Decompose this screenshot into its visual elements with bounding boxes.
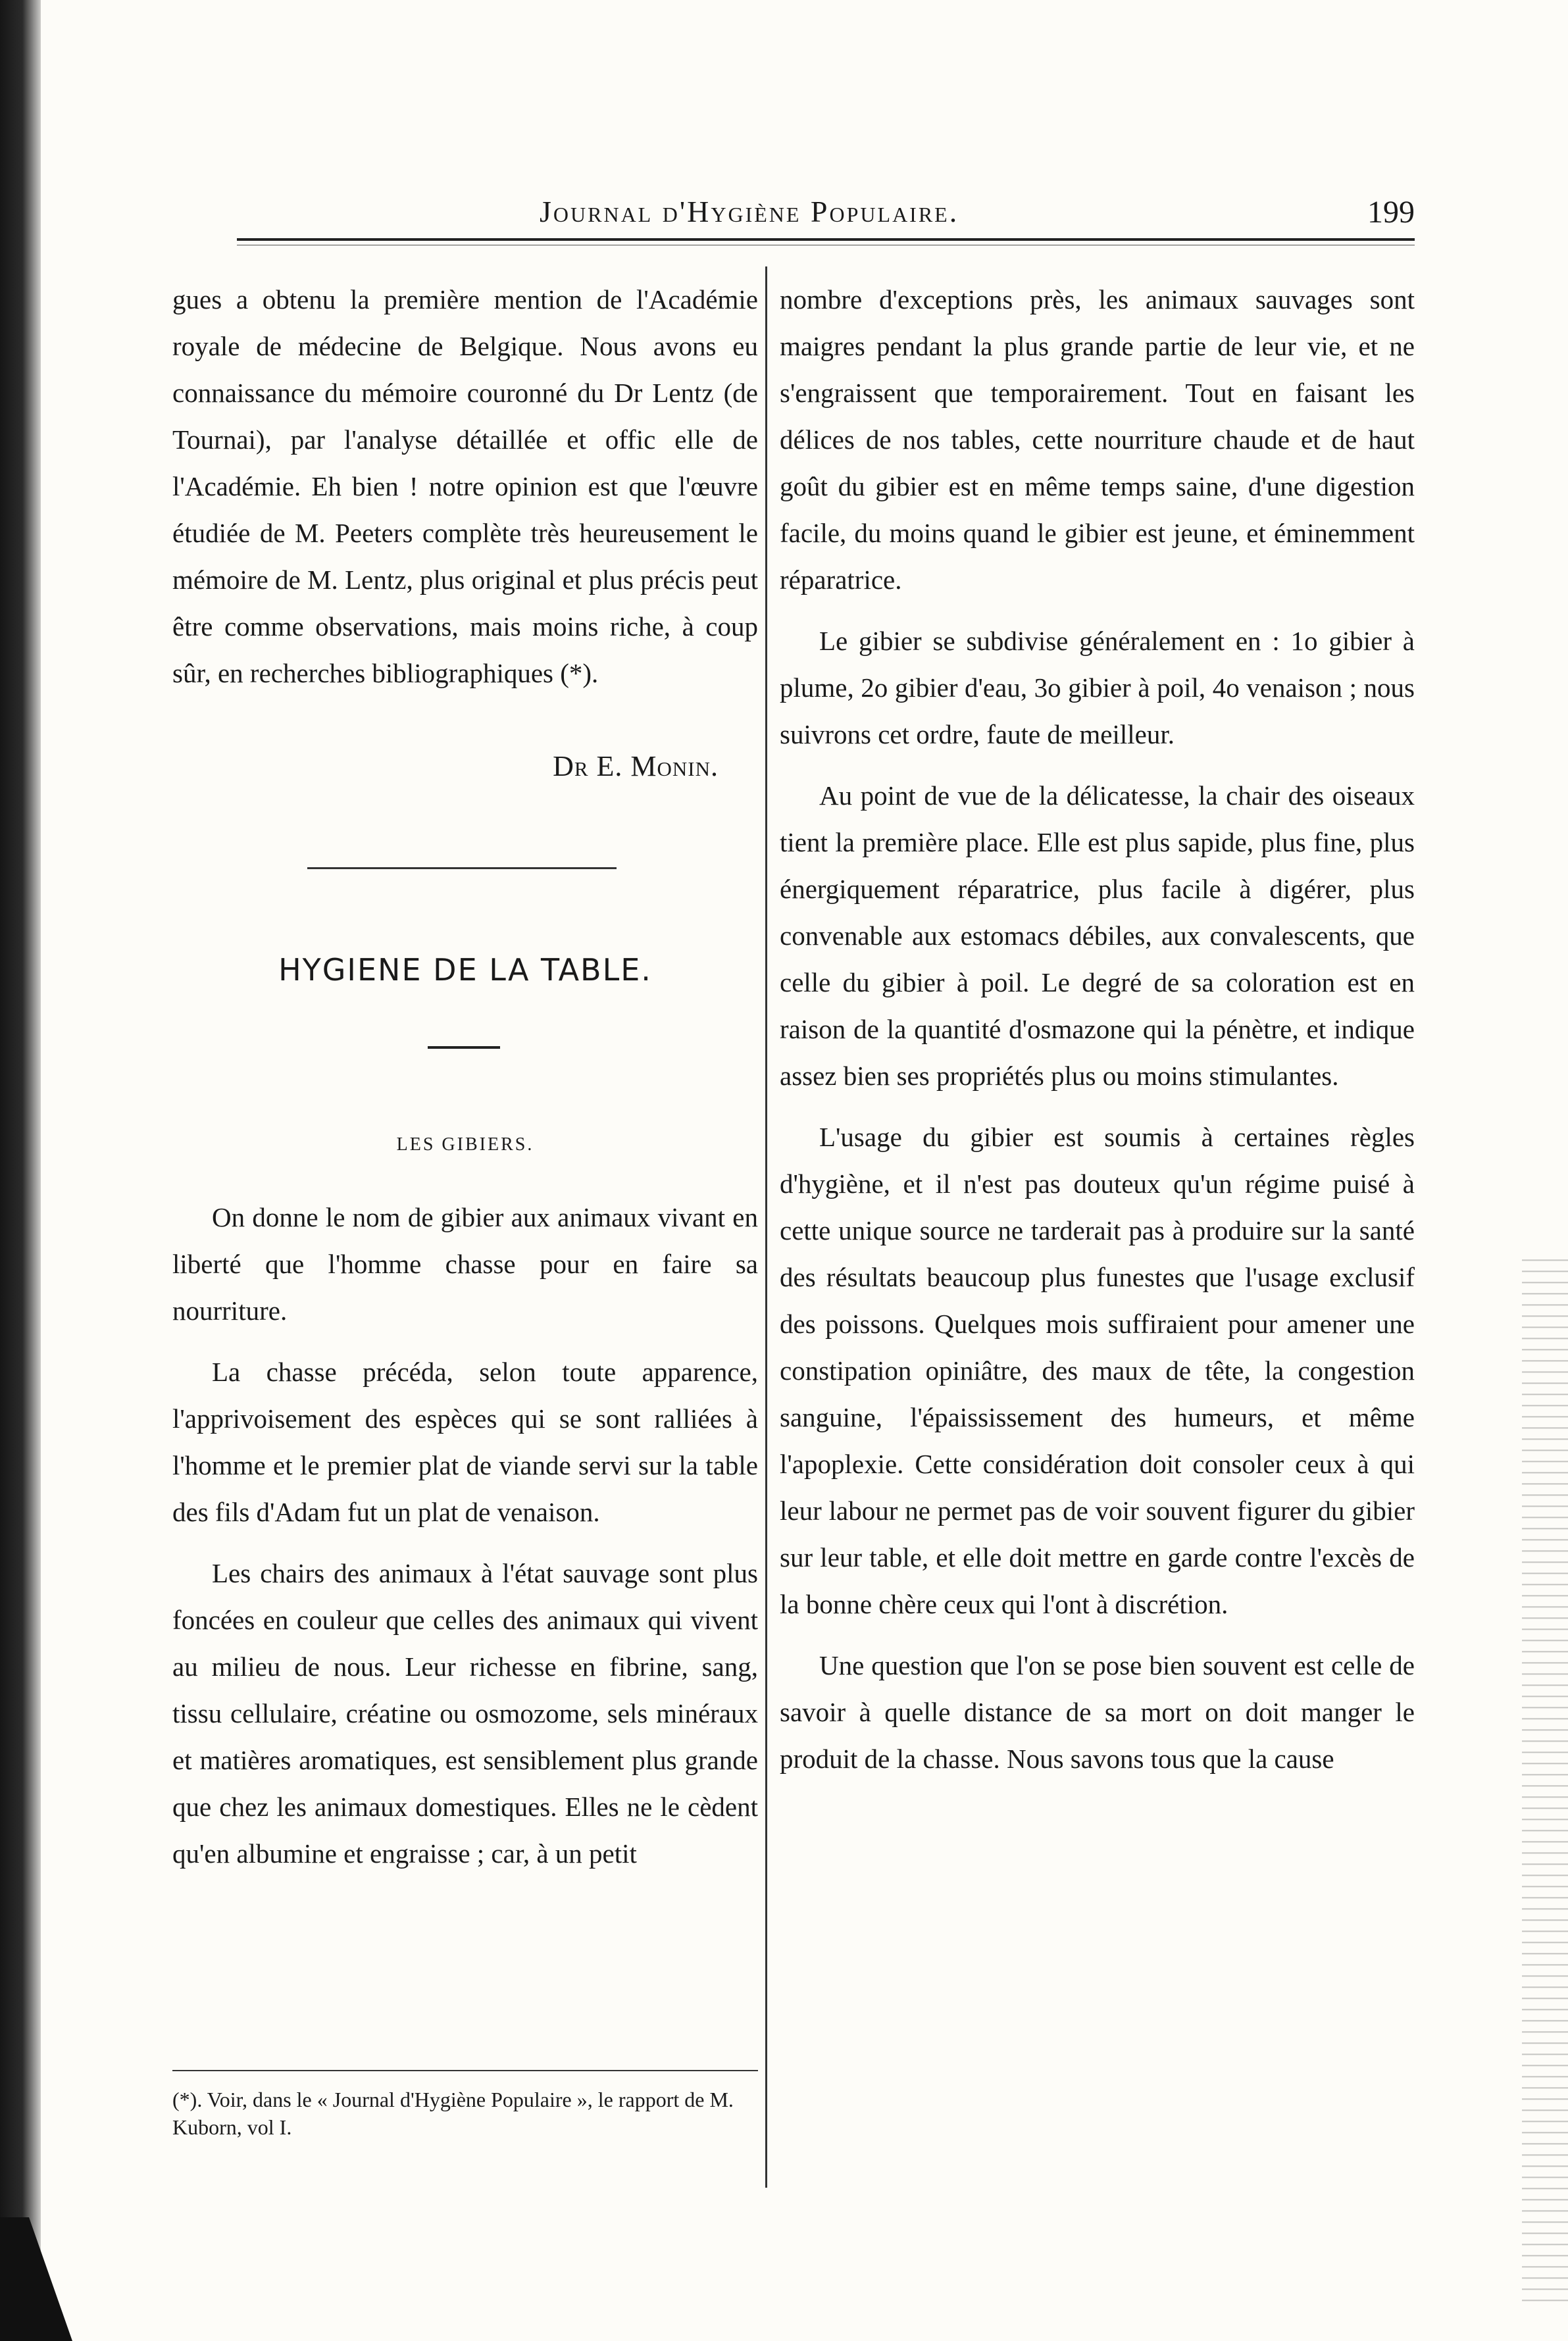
page-edge-marks xyxy=(1522,1250,1568,2303)
intro-paragraph: gues a obtenu la première mention de l'Académie royale de médecine de Belgique. Nous avons eu connaissance du mémoire couronné du Dr Lentz (de Tournai), par l'analyse détaillée et offic elle de l'Académie. Eh bien ! notre opinion est que l'œuvre étudiée de M. Peeters complète très heureusement le mémoire de M. Lentz, plus original et plus précis peut être comme observations, mais moins riche, à coup sûr, en recherches bibliographiques (*). xyxy=(172,284,758,688)
right-column xyxy=(780,276,1415,1782)
section-separator-rule xyxy=(307,867,617,869)
title-dash-rule xyxy=(428,1046,500,1049)
page-header xyxy=(540,194,1441,240)
body-paragraph: On donne le nom de gibier aux animaux vivant en liberté que l'homme chasse pour en faire sa nourriture. xyxy=(172,1202,758,1326)
body-paragraph: Au point de vue de la délicatesse, la chair des oiseaux tient la première place. Elle est plus sapide, plus fine, plus énergiquement réparatrice, plus facile à digérer, plus convenable aux estomacs débiles, aux convalescents, que celle du gibier à poil. Le degré de sa coloration est en raison de la quantité d'osmazone qui la pénètre, et indique assez bien ses propriétés plus ou moins stimulantes. xyxy=(780,780,1415,1091)
column-divider xyxy=(765,266,767,2188)
body-paragraph: Les chairs des animaux à l'état sauvage sont plus foncées en couleur que celles des animaux qui vivent au milieu de nous. Leur richesse en fibrine, sang, tissu cellulaire, créatine ou osmozome, sels minéraux et matières aromatiques, est sensiblement plus grande que chez les animaux domestiques. Elles ne le cèdent qu'en albumine et engraisse ; car, à un petit xyxy=(172,1558,758,1869)
left-column xyxy=(172,276,758,1877)
article-signature: Dr E. Monin. xyxy=(553,750,719,782)
body-paragraph: L'usage du gibier est soumis à certaines règles d'hygiène, et il n'est pas douteux qu'un régime puisé à cette unique source ne tarderait pas à produire sur la santé des résultats beaucoup plus funestes que l'usage exclusif des poissons. Quelques mois suffiraient pour amener une constipation opiniâtre, des maux de tête, la congestion sanguine, l'épaississement des humeurs, et même l'apoplexie. Cette considération doit consoler ceux à qui leur labour ne permet pas de voir souvent figurer du gibier sur leur table, et elle doit mettre en garde contre l'excès de la bonne chère ceux qui l'ont à discrétion. xyxy=(780,1122,1415,1619)
body-paragraph: La chasse précéda, selon toute apparence, l'apprivoisement des espèces qui se sont ralliées à l'homme et le premier plat de viande servi sur la table des fils d'Adam fut un plat de venaison. xyxy=(172,1357,758,1527)
section-title: HYGIENE DE LA TABLE. xyxy=(278,952,652,988)
footnote-rule xyxy=(172,2070,758,2071)
header-rule xyxy=(237,238,1415,241)
book-spine-shadow xyxy=(0,0,41,2341)
body-paragraph: nombre d'exceptions près, les animaux sauvages sont maigres pendant la plus grande partie de leur vie, et ne s'engraissent que temporairement. Tout en faisant les délices de nos tables, cette nourriture chaude et de haut goût du gibier est en même temps saine, d'une digestion facile, du moins quand le gibier est jeune, et éminemment réparatrice. xyxy=(780,284,1415,595)
running-title: Journal d'Hygiène Populaire. xyxy=(540,195,959,228)
body-paragraph: Le gibier se subdivise généralement en : 1o gibier à plume, 2o gibier d'eau, 3o gibier à poil, 4o venaison ; nous suivrons cet ordre, faute de meilleur. xyxy=(780,626,1415,749)
subsection-title: LES GIBIERS. xyxy=(396,1134,534,1155)
page-number: 199 xyxy=(1367,195,1415,230)
footnote: (*). Voir, dans le « Journal d'Hygiène Populaire », le rapport de M. Kuborn, vol I. xyxy=(172,2088,734,2139)
body-paragraph: Une question que l'on se pose bien souvent est celle de savoir à quelle distance de sa mort on doit manger le produit de la chasse. Nous savons tous que la cause xyxy=(780,1650,1415,1774)
